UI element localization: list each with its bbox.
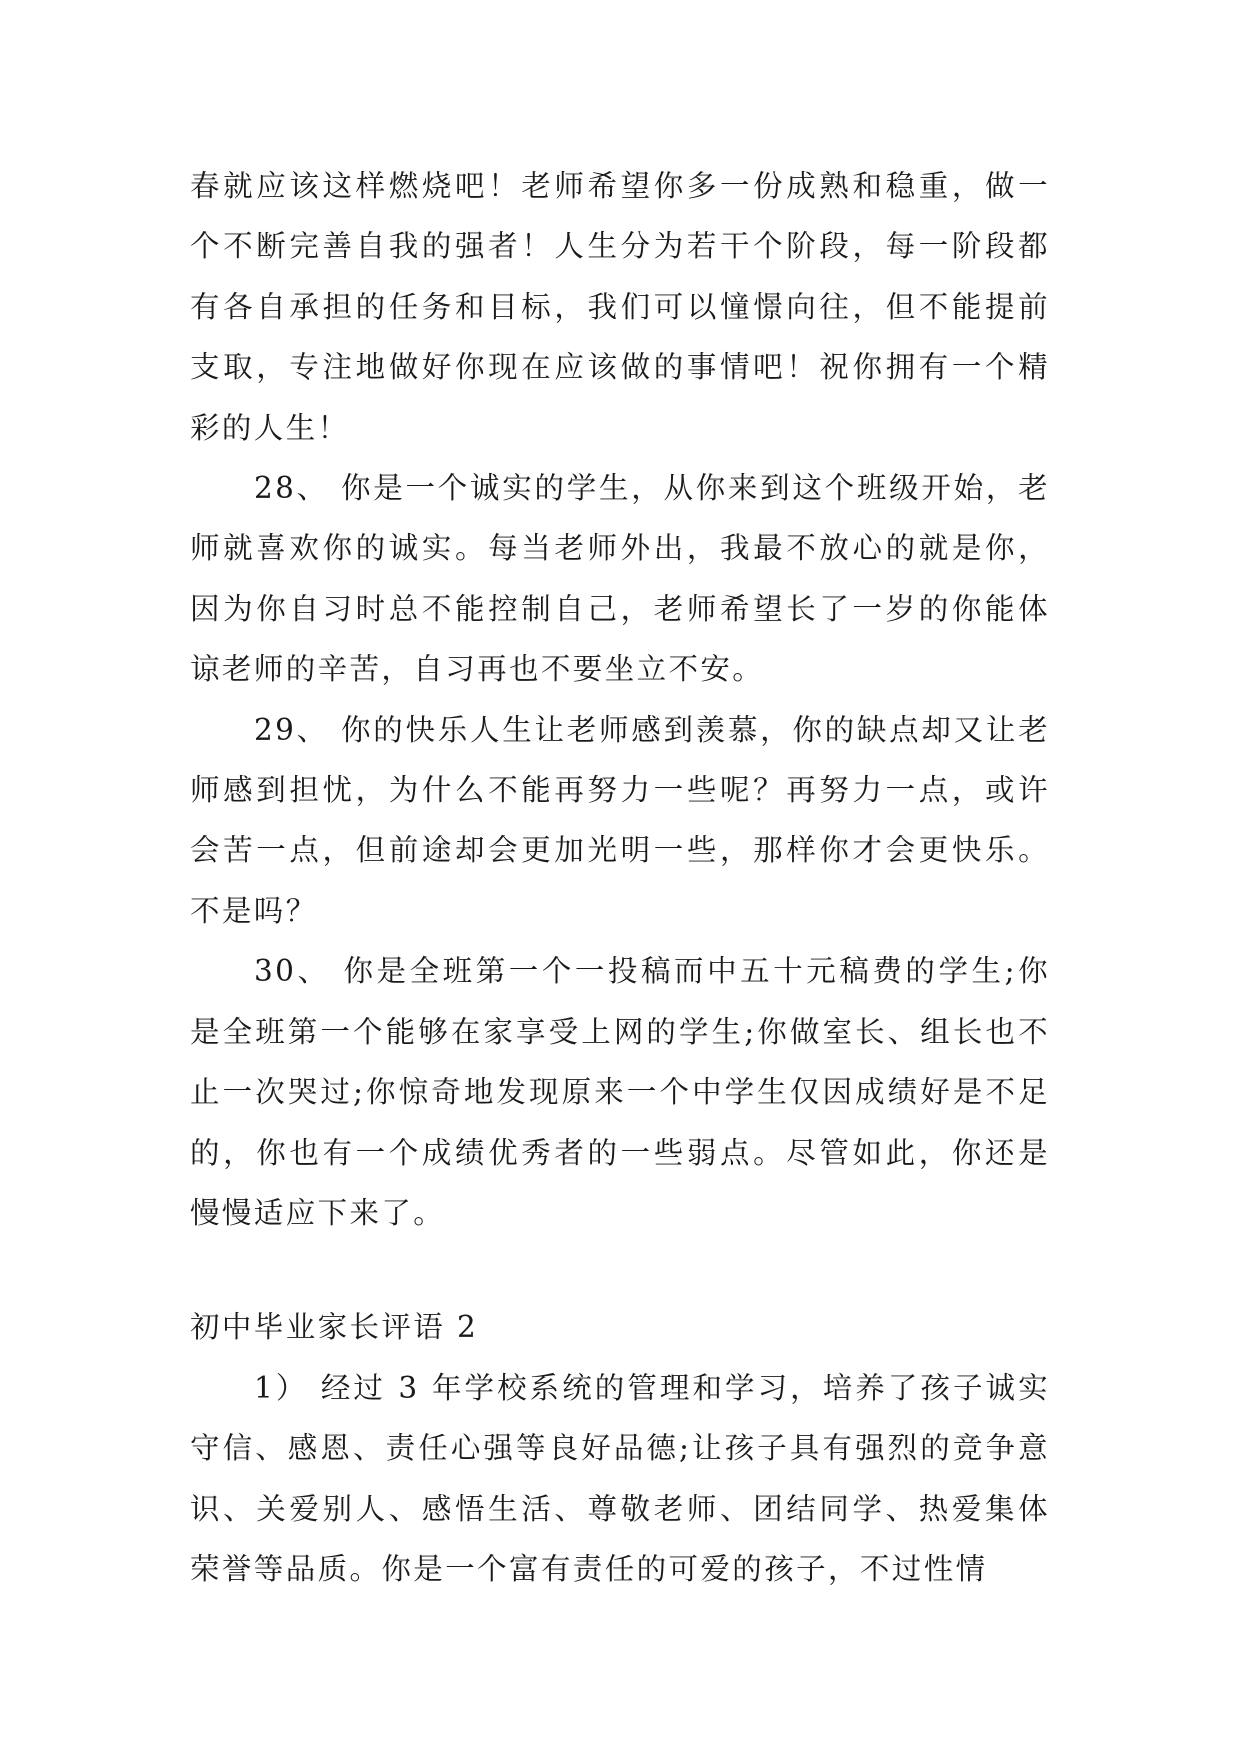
paragraph-item-30: 30、 你是全班第一个一投稿而中五十元稿费的学生;你是全班第一个能够在家享受上网的学生;你做室长、组长也不止一次哭过;你惊奇地发现原来一个中学生仅因成绩好是不足的，你也有一个成绩优秀者的一些弱点。尽管如此，你还是慢慢适应下来了。 bbox=[190, 954, 1050, 1230]
section-heading: 初中毕业家长评语 2 bbox=[190, 1310, 479, 1345]
paragraph-item-29: 29、 你的快乐人生让老师感到羡慕，你的缺点却又让老师感到担忧，为什么不能再努力一些呢？再努力一点，或许会苦一点，但前途却会更加光明一些，那样你才会更快乐。不是吗？ bbox=[190, 712, 1050, 928]
document-body bbox=[190, 156, 1050, 1599]
paragraph-continuation: 春就应该这样燃烧吧！老师希望你多一份成熟和稳重，做一个不断完善自我的强者！人生分为若干个阶段，每一阶段都有各自承担的任务和目标，我们可以憧憬向往，但不能提前支取，专注地做好你现在应该做的事情吧！祝你拥有一个精彩的人生！ bbox=[190, 169, 1050, 445]
paragraph-item-1: 1） 经过 3 年学校系统的管理和学习，培养了孩子诚实守信、感恩、责任心强等良好品德;让孩子具有强烈的竞争意识、关爱别人、感悟生活、尊敬老师、团结同学、热爱集体荣誉等品质。你是一个富有责任的可爱的孩子，不过性情 bbox=[190, 1370, 1050, 1586]
paragraph-item-28: 28、 你是一个诚实的学生，从你来到这个班级开始，老师就喜欢你的诚实。每当老师外出，我最不放心的就是你，因为你自习时总不能控制自己，老师希望长了一岁的你能体谅老师的辛苦，自习再也不要坐立不安。 bbox=[190, 471, 1050, 687]
